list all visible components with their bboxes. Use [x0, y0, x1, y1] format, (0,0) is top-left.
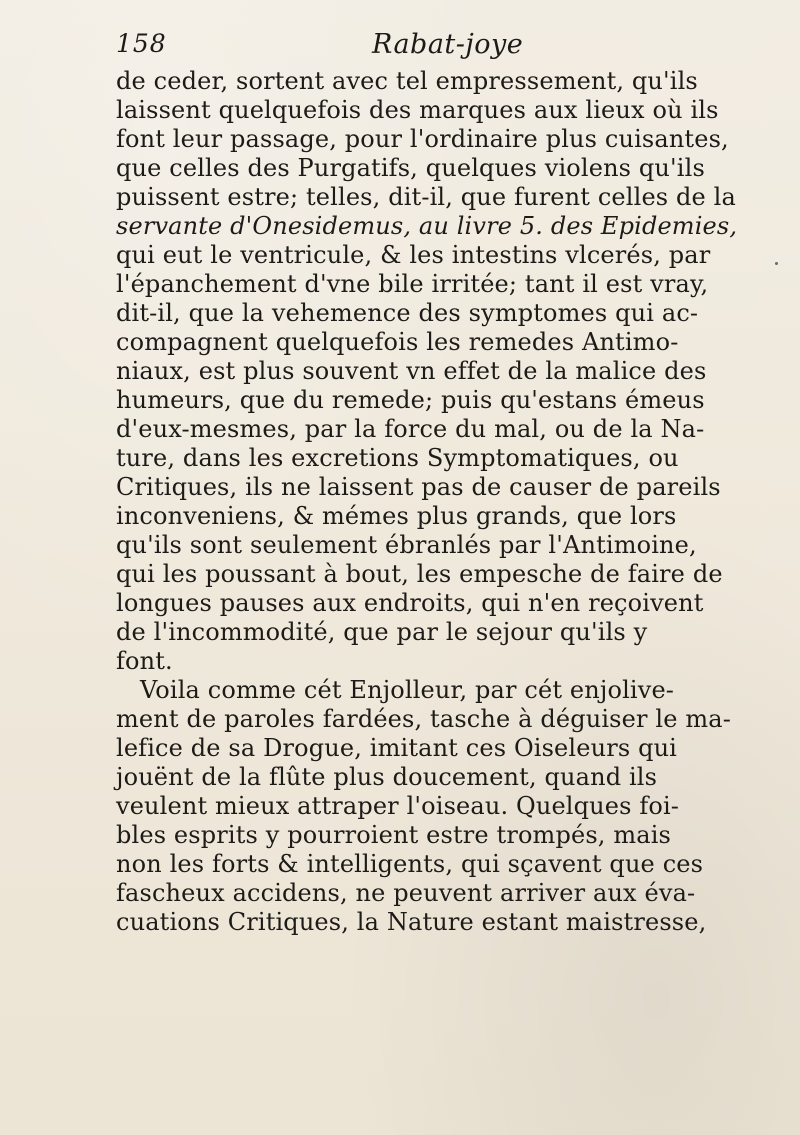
- paragraph-1-line-14: ture, dans les excretions Symptomatiques, ou: [116, 444, 679, 472]
- paragraph-2-line-2: ment de paroles fardées, tasche à déguiser le ma-: [116, 705, 731, 733]
- paragraph-1-line-19: longues pauses aux endroits, qui n'en reçoivent: [116, 589, 704, 617]
- paragraph-1-line-1: de ceder, sortent avec tel empressement, qu'ils: [116, 67, 698, 95]
- paragraph-1-line-17: qu'ils sont seulement ébranlés par l'Antimoine,: [116, 531, 697, 559]
- paragraph-1-line-4: que celles des Purgatifs, quelques violens qu'ils: [116, 154, 705, 182]
- page-header: [116, 28, 776, 68]
- paragraph-1-line-11: niaux, est plus souvent vn effet de la malice des: [116, 357, 707, 385]
- paragraph-1-line-13: d'eux-mesmes, par la force du mal, ou de la Na-: [116, 415, 705, 443]
- paragraph-2-line-9: cuations Critiques, la Nature estant maistresse,: [116, 908, 707, 936]
- paragraph-2-line-1: Voila comme cét Enjolleur, par cét enjolive-: [140, 676, 675, 704]
- paragraph-1-line-20: de l'incommodité, que par le sejour qu'ils y: [116, 618, 648, 646]
- paragraph-1-line-8: l'épanchement d'vne bile irritée; tant il est vray,: [116, 270, 709, 298]
- paragraph-1-line-6: servante d'Onesidemus, au livre 5. des Epidemies,: [116, 212, 738, 240]
- paragraph-1-line-2: laissent quelquefois des marques aux lieux où ils: [116, 96, 719, 124]
- paragraph-1-line-10: compagnent quelquefois les remedes Antimo-: [116, 328, 679, 356]
- paragraph-2-line-4: jouënt de la flûte plus doucement, quand ils: [116, 763, 658, 791]
- paragraph-1-line-5: puissent estre; telles, dit-il, que furent celles de la: [116, 183, 736, 211]
- paragraph-2-line-8: fascheux accidens, ne peuvent arriver aux éva-: [116, 879, 696, 907]
- paragraph-1-line-18: qui les poussant à bout, les empesche de faire de: [116, 560, 723, 588]
- paragraph-1-line-3: font leur passage, pour l'ordinaire plus cuisantes,: [116, 125, 729, 153]
- paragraph-2-line-5: veulent mieux attraper l'oiseau. Quelques foi-: [116, 792, 680, 820]
- page-number: 158: [116, 29, 167, 58]
- paragraph-2-line-3: lefice de sa Drogue, imitant ces Oiseleurs qui: [116, 734, 678, 762]
- paragraph-1-line-21: font.: [116, 647, 173, 675]
- paragraph-1-line-15: Critiques, ils ne laissent pas de causer de pareils: [116, 473, 721, 501]
- paragraph-2-line-7: non les forts & intelligents, qui sçavent que ces: [116, 850, 704, 878]
- paragraph-1-line-12: humeurs, que du remede; puis qu'estans émeus: [116, 386, 705, 414]
- paragraph-2-line-6: bles esprits y pourroient estre trompés, mais: [116, 821, 672, 849]
- speck-dot: [775, 262, 778, 265]
- running-title: Rabat-joye: [372, 29, 524, 60]
- paragraph-1-line-7: qui eut le ventricule, & les intestins vlcerés, par: [116, 241, 711, 269]
- paragraph-1-line-9: dit-il, que la vehemence des symptomes qui ac-: [116, 299, 699, 327]
- paragraph-1-line-16: inconveniens, & mémes plus grands, que lors: [116, 502, 677, 530]
